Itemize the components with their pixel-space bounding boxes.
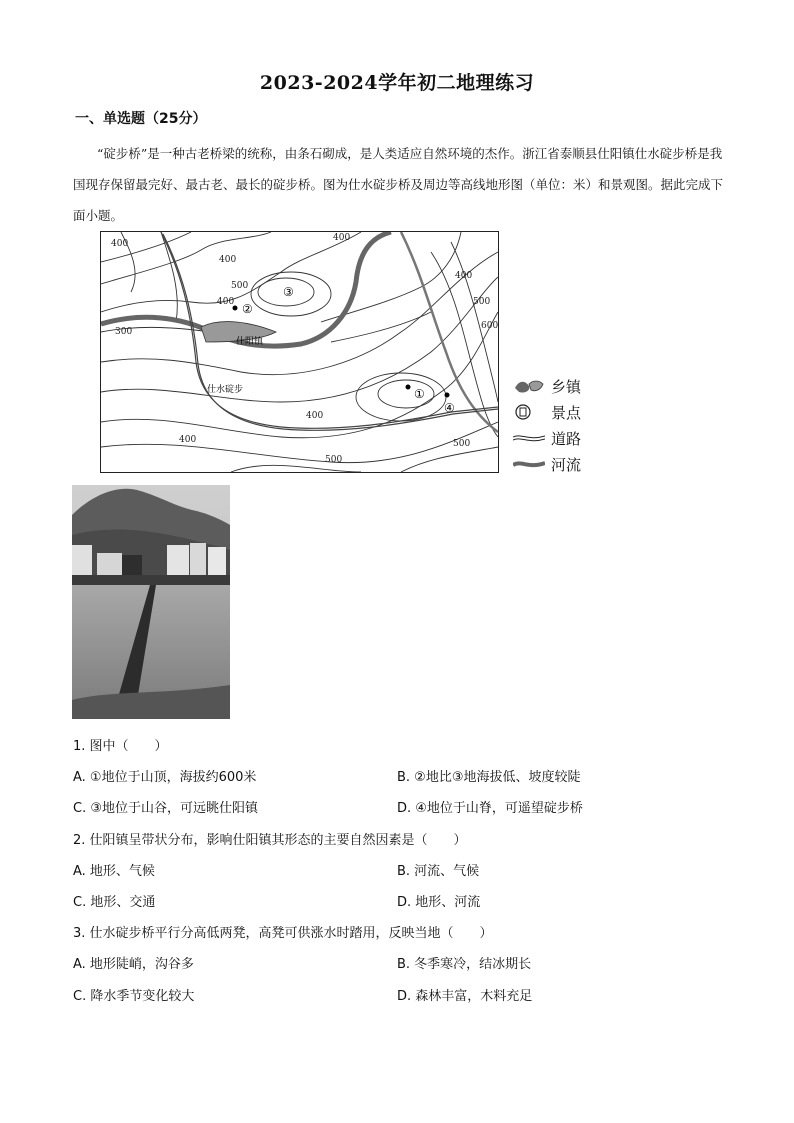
point-dot [445, 393, 450, 398]
landscape-photo-drawing [72, 485, 230, 719]
map-legend [513, 373, 581, 477]
contour-map [100, 231, 499, 473]
question-1-option-a[interactable]: A. ①地位于山顶，海拔约600米 [73, 770, 257, 785]
contour-label: 500 [453, 439, 471, 449]
question-2-stem: 2. 仕阳镇呈带状分布，影响仕阳镇其形态的主要自然因素是（ ） [73, 833, 467, 848]
contour-line [101, 252, 498, 375]
contour-label: 400 [111, 239, 129, 249]
question-1-option-c[interactable]: C. ③地位于山谷，可远眺仕阳镇 [73, 801, 258, 816]
legend-item-road [513, 425, 581, 451]
river-icon [513, 454, 545, 474]
point-label-3: ③ [283, 285, 294, 299]
contour-map-drawing [101, 232, 498, 472]
contour-label: 400 [455, 271, 473, 281]
contour-line [231, 465, 361, 472]
contour-label: 400 [219, 255, 237, 265]
point-label-4: ④ [444, 401, 455, 415]
question-2-option-d[interactable]: D. 地形、河流 [397, 895, 481, 910]
contour-line [401, 447, 498, 472]
contour-label: 500 [231, 281, 249, 291]
landscape-photo [72, 485, 230, 719]
scenic-spot-icon [513, 402, 545, 422]
question-3-option-b[interactable]: B. 冬季寒冷，结冰期长 [397, 957, 532, 972]
contour-line [378, 380, 434, 408]
contour-label: 400 [306, 411, 324, 421]
contour-label: 500 [473, 297, 491, 307]
question-2-option-c[interactable]: C. 地形、交通 [73, 895, 156, 910]
question-1-option-b[interactable]: B. ②地比③地海拔低、坡度较陡 [397, 770, 581, 785]
question-2-option-a[interactable]: A. 地形、气候 [73, 864, 155, 879]
intro-paragraph: “碇步桥”是一种古老桥梁的统称，由条石砌成，是人类适应自然环境的杰作。浙江省泰顺县仕阳镇仕水碇步桥是我国现存保留最完好、最古老、最长的碇步桥。图为仕水碇步桥及周边等高线地形图（单位：米）和景观图。据此完成下面小题。 [73, 146, 724, 223]
question-3-option-a[interactable]: A. 地形陡峭，沟谷多 [73, 957, 194, 972]
point-label-2: ② [242, 302, 253, 316]
road-icon [513, 428, 545, 448]
town-icon [513, 376, 545, 396]
question-3-stem: 3. 仕水碇步桥平行分高低两凳，高凳可供涨水时踏用，反映当地（ ） [73, 926, 493, 941]
contour-label: 300 [115, 327, 133, 337]
contour-label: 500 [325, 455, 343, 465]
legend-item-town [513, 373, 581, 399]
contour-line [161, 232, 177, 322]
section-heading: 一、单选题（25分） [75, 111, 207, 127]
legend-item-scenic [513, 399, 581, 425]
contour-label: 400 [179, 435, 197, 445]
point-dot [406, 385, 411, 390]
place-label-bridge: 仕水碇步 [207, 385, 244, 395]
legend-item-river [513, 451, 581, 477]
question-3-option-d[interactable]: D. 森林丰富，木料充足 [397, 989, 533, 1004]
contour-label: 400 [217, 297, 235, 307]
legend-label: 河流 [551, 455, 582, 474]
question-3-option-c[interactable]: C. 降水季节变化较大 [73, 989, 195, 1004]
legend-label: 景点 [551, 403, 582, 422]
page-title: 2023-2024学年初二地理练习 [259, 72, 535, 94]
contour-label: 400 [333, 233, 351, 243]
contour-line [331, 312, 431, 342]
legend-label: 道路 [551, 429, 582, 448]
question-2-option-b[interactable]: B. 河流、气候 [397, 864, 480, 879]
contour-line [321, 232, 461, 322]
contour-label: 600 [481, 321, 498, 331]
point-label-1: ① [414, 387, 425, 401]
question-1-option-d[interactable]: D. ④地位于山脊，可遥望碇步桥 [397, 801, 583, 816]
legend-label: 乡镇 [551, 377, 582, 396]
place-label-town: 仕阳镇 [236, 337, 264, 347]
question-1-stem: 1. 图中（ ） [73, 739, 168, 754]
